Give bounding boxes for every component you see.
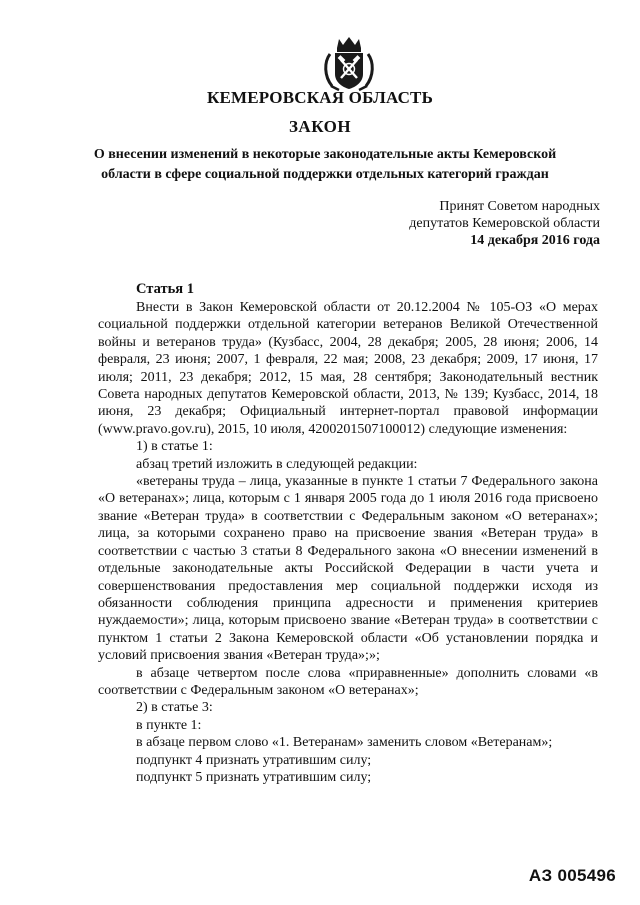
article-paragraph: «ветераны труда – лица, указанные в пункте 1 статьи 7 Федерального закона «О ветеранах»; лица, которым с 1 января 2005 года до 1 июля 2016 года присвоено звание «Ветеран труда» в соответствии с Федеральным законом «О ветеранах»; лица, за которыми сохранено право на присвоение звания «Ветеран труда» в соответствии с частью 3 статьи 8 Федерального закона «О внесении изменений в отдельные законодательные акты Российской Федерации в части учета и совершенствования предоставления мер социальной поддержки исходя из обязанности соблюдения принципа адресности и применения критериев нуждаемости»; лица, которым присвоено звание «Ветеран труда» в соответствии с пунктом 1 статьи 2 Закона Кемеровской области «Об установлении порядка и условий присвоения звания «Ветеран труда»;»; (98, 474, 598, 664)
article-paragraph: подпункт 5 признать утратившим силу; (136, 769, 372, 785)
adoption-date: 14 декабря 2016 года (470, 233, 600, 248)
article-paragraph: в абзаце четвертом после слова «приравненные» дополнить словами «в соответствии с Федеральным законом «О ветеранах»; (98, 665, 598, 698)
adoption-block (409, 198, 600, 249)
adoption-line: Принят Советом народных (439, 199, 600, 214)
kemerovo-coat-of-arms-icon (322, 36, 376, 92)
document-type-title: ЗАКОН (288, 117, 352, 136)
article-heading: Статья 1 (136, 281, 194, 297)
article-paragraph: подпункт 4 признать утратившим силу; (136, 752, 372, 768)
article-paragraph: в абзаце первом слово «1. Ветеранам» заменить словом «Ветеранам»; (136, 735, 553, 751)
law-subject-line: О внесении изменений в некоторые законодательные акты Кемеровской (93, 147, 557, 162)
article-body (98, 299, 598, 786)
form-serial-number: АЗ 005496 (528, 866, 616, 885)
adoption-line: депутатов Кемеровской области (409, 216, 600, 231)
law-subject-line: области в сфере социальной поддержки отдельных категорий граждан (101, 167, 549, 182)
article-paragraph: 1) в статье 1: (136, 439, 213, 455)
article-paragraph: Внести в Закон Кемеровской области от 20.12.2004 № 105-ОЗ «О мерах социальной поддержки отдельной категории ветеранов Великой Отечественной войны и ветеранов труда» (Кузбасс, 2004, 28 декабря; 2005, 28 июня; 2006, 14 февраля, 23 июня; 2007, 1 февраля, 22 мая; 2008, 23 декабря; 2009, 17 июня, 17 июля; 2011, 23 декабря; 2012, 15 мая, 28 сентября; Законодательный вестник Совета народных депутатов Кемеровской области, 2013, № 139; Кузбасс, 2014, 18 июня, 23 декабря; Официальный интернет-портал правовой информации (www.pravo.gov.ru), 2015, 10 июля, 4200201507100012) следующие изменения: (98, 300, 598, 437)
law-subject (80, 145, 570, 185)
article-paragraph: абзац третий изложить в следующей редакции: (136, 456, 418, 472)
article-paragraph: 2) в статье 3: (136, 700, 213, 716)
region-title: КЕМЕРОВСКАЯ ОБЛАСТЬ (206, 88, 434, 107)
article-paragraph: в пункте 1: (136, 717, 202, 733)
